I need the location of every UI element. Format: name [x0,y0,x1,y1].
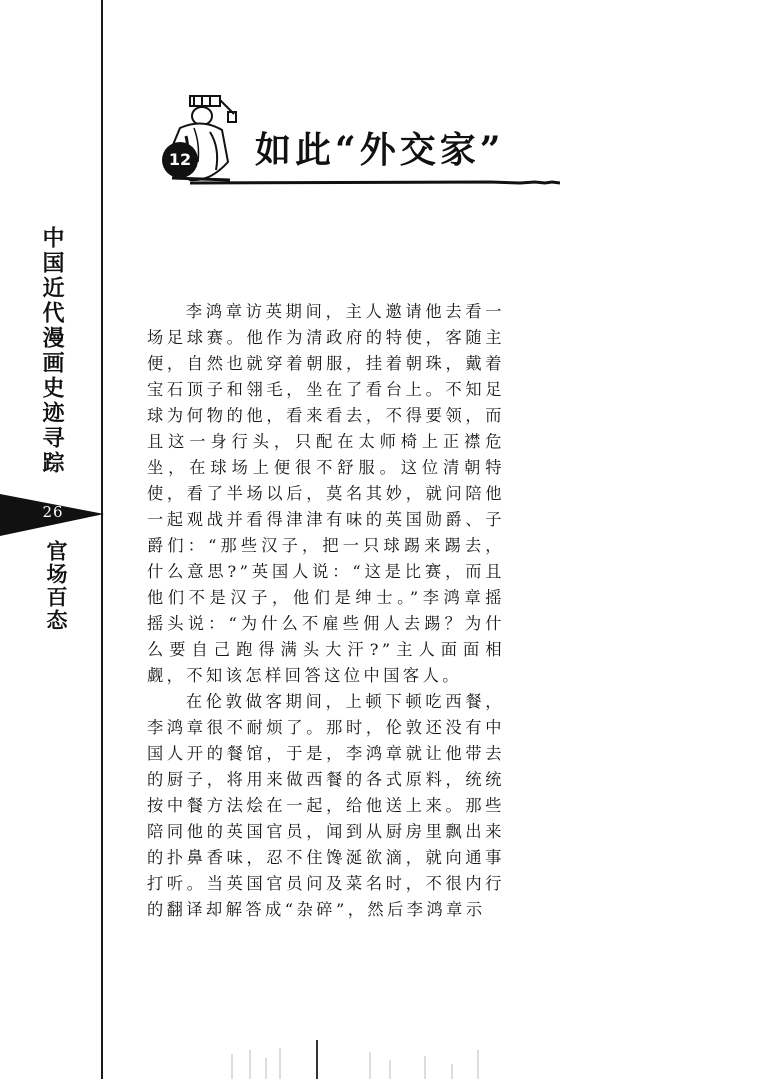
article-body [147,299,505,923]
scan-noise [220,1040,500,1079]
chapter-header [150,92,560,192]
paragraph: 李鸿章访英期间，主人邀请他去看一场足球赛。他作为清政府的特使，客随主便，自然也就穿着朝服，挂着朝珠，戴着宝石顶子和翎毛，坐在了看台上。不知足球为何物的他，看来看去，不得要领，而且这一身行头，只配在太师椅上正襟危坐，在球场上便很不舒服。这位清朝特使，看了半场以后，莫名其妙，就问陪他一起观战并看得津津有味的英国勋爵、子爵们：“那些汉子，把一只球踢来踢去，什么意思?”英国人说：“这是比赛，而且他们不是汉子，他们是绅士。”李鸿章摇摇头说：“为什么不雇些佣人去踢？为什么要自己跑得满头大汗?”主人面面相觑，不知该怎样回答这位中国客人。 [147,302,505,685]
page-number: 26 [42,503,64,521]
paragraph: 在伦敦做客期间，上顿下顿吃西餐，李鸿章很不耐烦了。那时，伦敦还没有中国人开的餐馆，于是，李鸿章就让他带去的厨子，将用来做西餐的各式原料，统统按中餐方法烩在一起，给他送上来。那些陪同他的英国官员，闻到从厨房里飘出来的扑鼻香味，忍不住馋涎欲滴，就向通事打听。当英国官员问及菜名时，不很内行的翻译却解答成“杂碎”，然后李鸿章示 [147,692,505,919]
series-title: 中国近代漫画史迹寻踪 [39,226,64,476]
official-figure-icon [150,92,240,188]
margin-rule [101,0,103,1079]
chapter-title: 如此“外交家” [255,129,505,171]
section-title: 官场百态 [44,540,68,632]
chapter-number-badge: 12 [162,142,198,178]
header-underline [190,180,560,186]
